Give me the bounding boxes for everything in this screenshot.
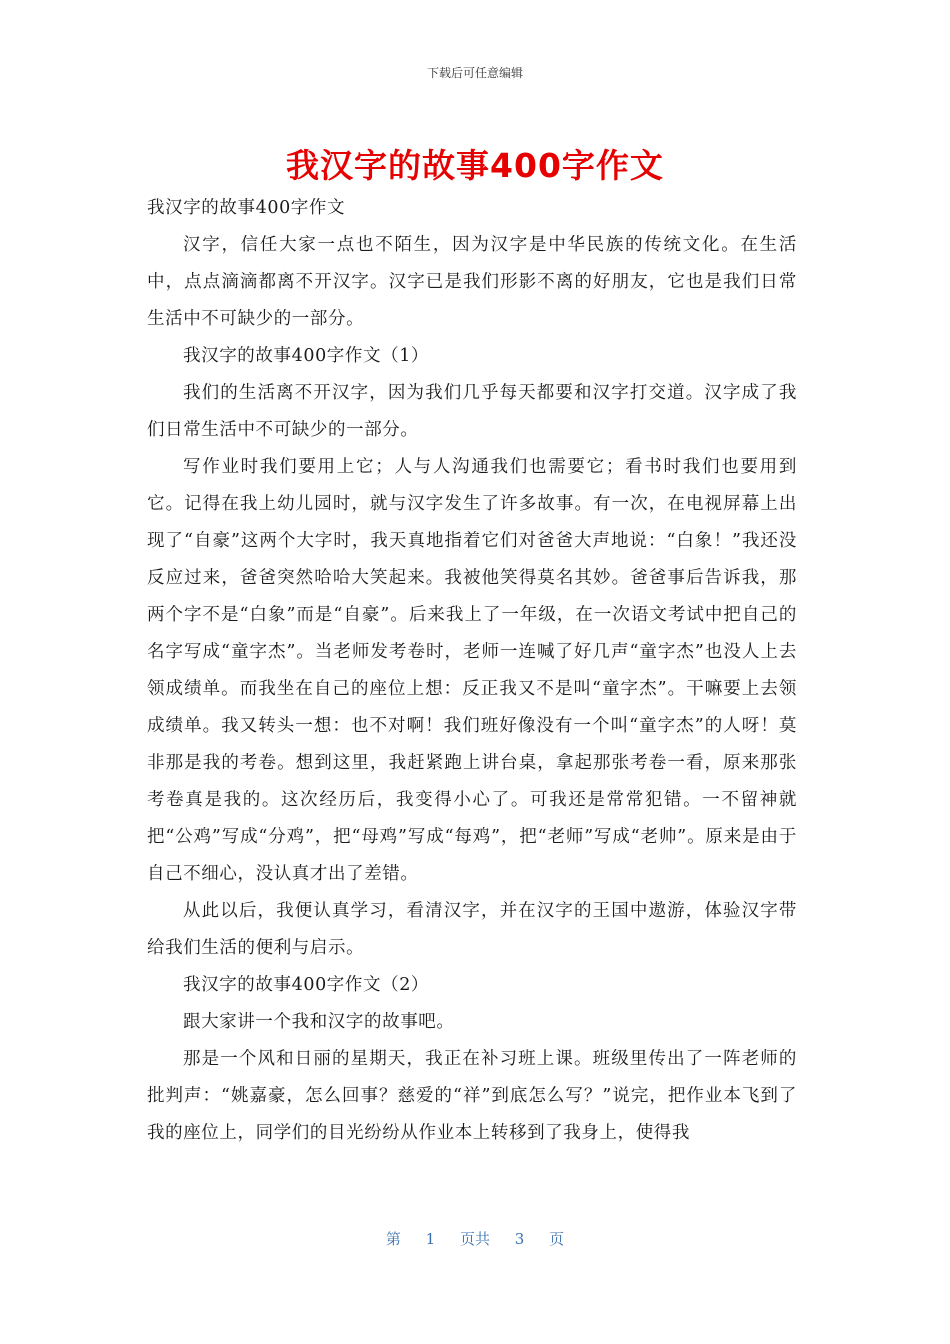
footer-label-end: 页 — [549, 1230, 565, 1248]
paragraph: 跟大家讲一个我和汉字的故事吧。 — [183, 1012, 455, 1032]
paragraph: 我们的生活离不开汉字，因为我们几乎每天都要和汉字打交道。汉字成了我们日常生活中不可缺少的一部分。 — [147, 383, 797, 440]
footer-total-pages: 3 — [514, 1230, 525, 1248]
footer-label-of: 页共 — [459, 1230, 490, 1248]
document-title: 我汉字的故事400字作文 — [286, 146, 664, 185]
footer-current-page: 1 — [425, 1230, 436, 1248]
footer-label-page: 第 — [385, 1230, 401, 1248]
paragraph: 写作业时我们要用上它；人与人沟通我们也需要它；看书时我们也要用到它。记得在我上幼儿园时，就与汉字发生了许多故事。有一次，在电视屏幕上出现了“自豪”这两个大字时，我天真地指着它们对爸爸大声地说：“白象！”我还没反应过来，爸爸突然哈哈大笑起来。我被他笑得莫名其妙。爸爸事后告诉我，那两个字不是“白象”而是“自豪”。后来我上了一年级，在一次语文考试中把自己的名字写成“童字杰”。当老师发考卷时，老师一连喊了好几声“童字杰”也没人上去领成绩单。而我坐在自己的座位上想：反正我又不是叫“童字杰”。干嘛要上去领成绩单。我又转头一想：也不对啊！我们班好像没有一个叫“童字杰”的人呀！莫非那是我的考卷。想到这里，我赶紧跑上讲台桌，拿起那张考卷一看，原来那张考卷真是我的。这次经历后，我变得小心了。可我还是常常犯错。一不留神就把“公鸡”写成“分鸡”，把“母鸡”写成“每鸡”，把“老师”写成“老帅”。原来是由于自己不细心，没认真才出了差错。 — [147, 457, 797, 884]
document-body — [147, 190, 797, 1152]
paragraph: 从此以后，我便认真学习，看清汉字，并在汉字的王国中遨游，体验汉字带给我们生活的便利与启示。 — [147, 901, 797, 958]
header-note: 下载后可任意编辑 — [426, 66, 523, 80]
paragraph: 我汉字的故事400字作文 — [147, 198, 346, 218]
section-heading: 我汉字的故事400字作文（2） — [183, 975, 430, 995]
section-heading: 我汉字的故事400字作文（1） — [183, 346, 430, 366]
paragraph: 汉字，信任大家一点也不陌生，因为汉字是中华民族的传统文化。在生活中，点点滴滴都离不开汉字。汉字已是我们形影不离的好朋友，它也是我们日常生活中不可缺少的一部分。 — [147, 235, 797, 329]
page-footer — [0, 1228, 950, 1249]
paragraph: 那是一个风和日丽的星期天，我正在补习班上课。班级里传出了一阵老师的批判声：“姚嘉豪，怎么回事？慈爱的“祥”到底怎么写？”说完，把作业本飞到了我的座位上，同学们的目光纷纷从作业本上转移到了我身上，使得我 — [147, 1049, 797, 1143]
